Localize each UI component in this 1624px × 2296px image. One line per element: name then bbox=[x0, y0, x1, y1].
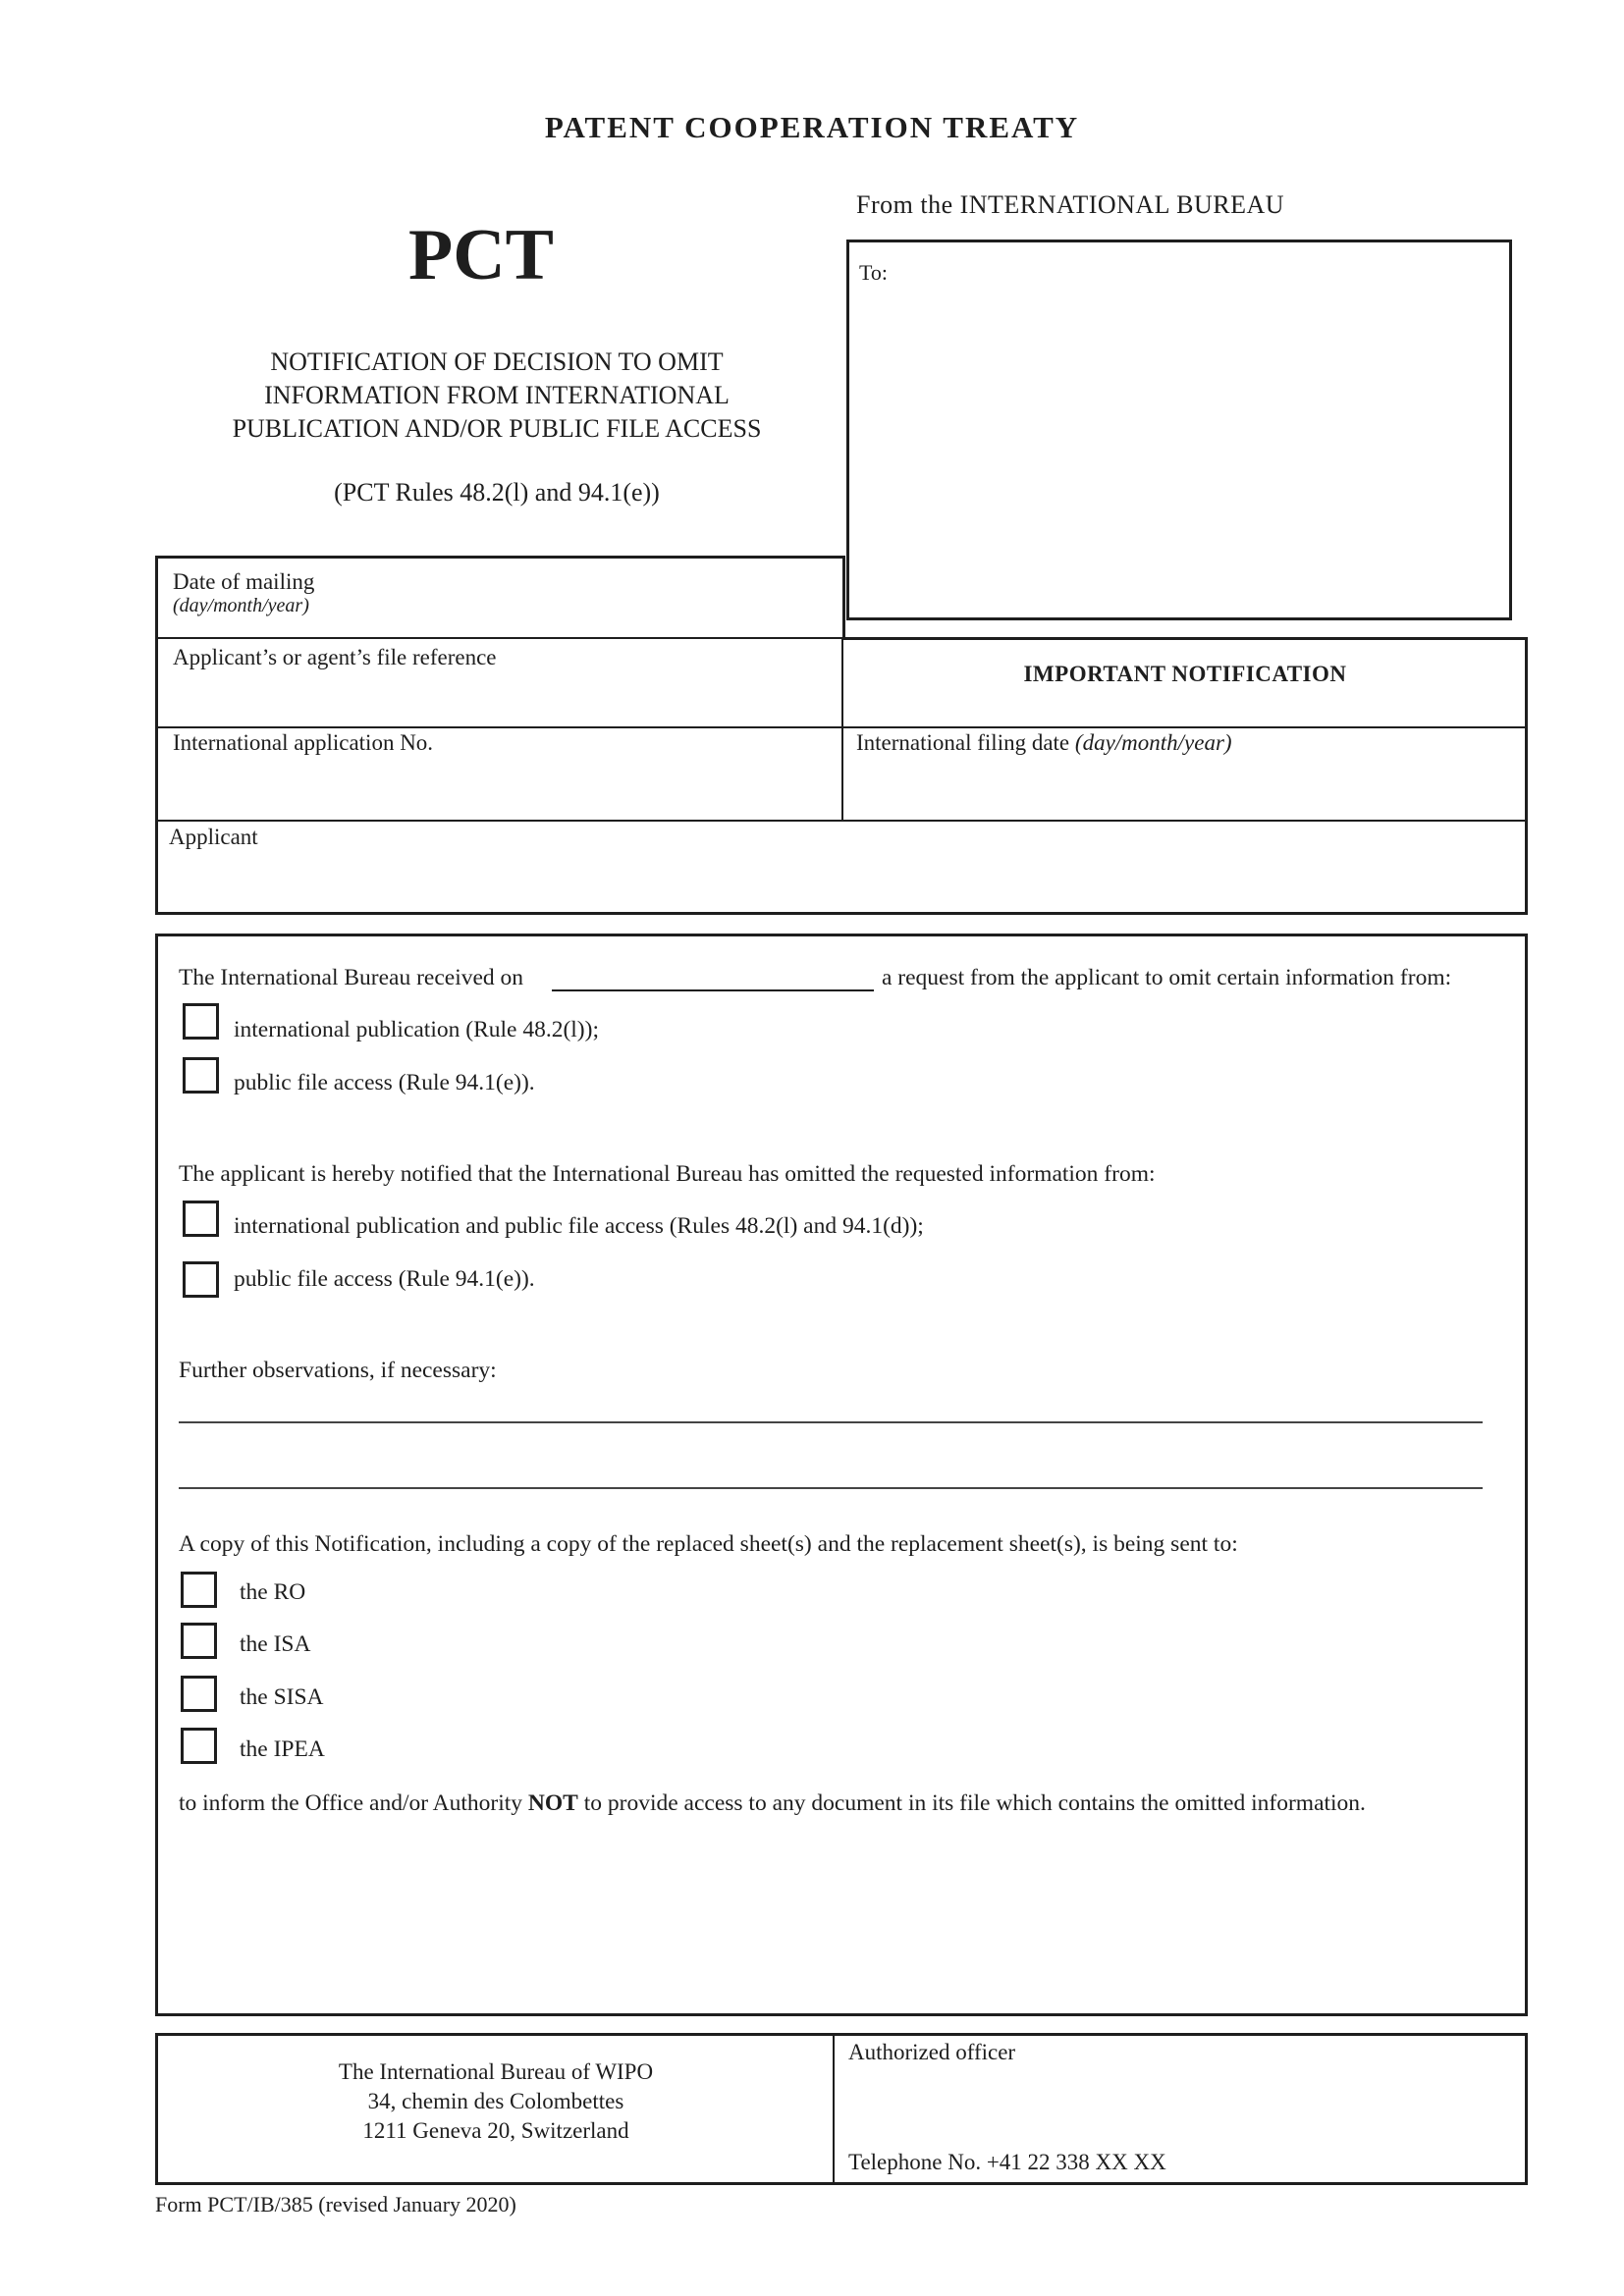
checkbox-file-access-omitted[interactable] bbox=[183, 1261, 219, 1298]
file-reference-value[interactable] bbox=[159, 677, 837, 722]
copy-sent-text: A copy of this Notification, including a copy of the replaced sheet(s) and the replacement sheet(s), is being sent to: bbox=[179, 1531, 1238, 1557]
inform-not: NOT bbox=[527, 1790, 578, 1816]
application-no-label: International application No. bbox=[173, 730, 434, 755]
option-label: public file access (Rule 94.1(e)). bbox=[234, 1266, 535, 1292]
from-label: From the INTERNATIONAL BUREAU bbox=[856, 190, 1284, 219]
filing-date-format: (day/month/year) bbox=[1074, 730, 1232, 755]
address-line: 1211 Geneva 20, Switzerland bbox=[362, 2118, 629, 2143]
inform-prefix: to inform the Office and/or Authority bbox=[179, 1790, 523, 1816]
notification-title-line: NOTIFICATION OF DECISION TO OMIT bbox=[270, 347, 724, 376]
to-label: To: bbox=[859, 260, 889, 285]
pct-logo-text: PCT bbox=[408, 215, 554, 295]
date-of-mailing-label: Date of mailing bbox=[173, 569, 315, 594]
applicant-value[interactable] bbox=[159, 856, 1522, 907]
recipient-label: the RO bbox=[240, 1579, 306, 1605]
rules-reference: (PCT Rules 48.2(l) and 94.1(e)) bbox=[334, 478, 660, 507]
checkbox-ipea[interactable] bbox=[181, 1728, 217, 1764]
received-prefix: The International Bureau received on bbox=[179, 965, 524, 990]
checkbox-intl-publication-omitted[interactable] bbox=[183, 1201, 219, 1237]
recipient-label: the SISA bbox=[240, 1684, 324, 1710]
inform-suffix: to provide access to any document in its file which contains the omitted information. bbox=[583, 1790, 1366, 1816]
notification-title-line: PUBLICATION AND/OR PUBLIC FILE ACCESS bbox=[232, 414, 762, 443]
important-notification-label: IMPORTANT NOTIFICATION bbox=[1023, 662, 1347, 686]
treaty-title: PATENT COOPERATION TREATY bbox=[544, 110, 1080, 144]
filing-date-label bbox=[856, 730, 1232, 756]
notification-title-line: INFORMATION FROM INTERNATIONAL bbox=[264, 381, 730, 409]
observations-label: Further observations, if necessary: bbox=[179, 1358, 497, 1383]
filing-date-text: International filing date bbox=[856, 730, 1070, 755]
inform-text bbox=[179, 1790, 1366, 1817]
file-reference-label: Applicant’s or agent’s file reference bbox=[173, 645, 497, 669]
checkbox-ro[interactable] bbox=[181, 1572, 217, 1608]
notified-text: The applicant is hereby notified that the International Bureau has omitted the requested information from: bbox=[179, 1161, 1156, 1187]
authorized-officer-field[interactable] bbox=[837, 2073, 1522, 2150]
option-label: international publication and public file access (Rules 48.2(l) and 94.1(d)); bbox=[234, 1213, 924, 1239]
option-label: public file access (Rule 94.1(e)). bbox=[234, 1070, 535, 1095]
addressee-box[interactable] bbox=[846, 240, 1512, 620]
date-of-mailing-value[interactable] bbox=[159, 624, 837, 634]
application-no-value[interactable] bbox=[159, 764, 837, 815]
checkbox-isa[interactable] bbox=[181, 1623, 217, 1659]
received-date-field[interactable] bbox=[552, 989, 874, 991]
filing-date-value[interactable] bbox=[846, 764, 1522, 815]
address-line: 34, chemin des Colombettes bbox=[367, 2089, 624, 2113]
address-line: The International Bureau of WIPO bbox=[338, 2059, 654, 2084]
authorized-officer-label: Authorized officer bbox=[848, 2040, 1016, 2064]
form-id: Form PCT/IB/385 (revised January 2020) bbox=[155, 2192, 516, 2216]
checkbox-file-access-request[interactable] bbox=[183, 1057, 219, 1094]
recipient-label: the IPEA bbox=[240, 1736, 325, 1762]
received-suffix: a request from the applicant to omit certain information from: bbox=[882, 965, 1452, 990]
checkbox-sisa[interactable] bbox=[181, 1676, 217, 1712]
recipient-label: the ISA bbox=[240, 1631, 311, 1657]
checkbox-intl-publication-request[interactable] bbox=[183, 1003, 219, 1040]
observations-line[interactable] bbox=[179, 1421, 1483, 1423]
option-label: international publication (Rule 48.2(l)); bbox=[234, 1017, 599, 1042]
telephone-number: Telephone No. +41 22 338 XX XX bbox=[848, 2150, 1166, 2174]
notification-title bbox=[167, 346, 827, 446]
wipo-address bbox=[159, 2057, 833, 2146]
applicant-label: Applicant bbox=[169, 825, 258, 849]
observations-line[interactable] bbox=[179, 1487, 1483, 1489]
date-format-label: (day/month/year) bbox=[173, 595, 309, 616]
